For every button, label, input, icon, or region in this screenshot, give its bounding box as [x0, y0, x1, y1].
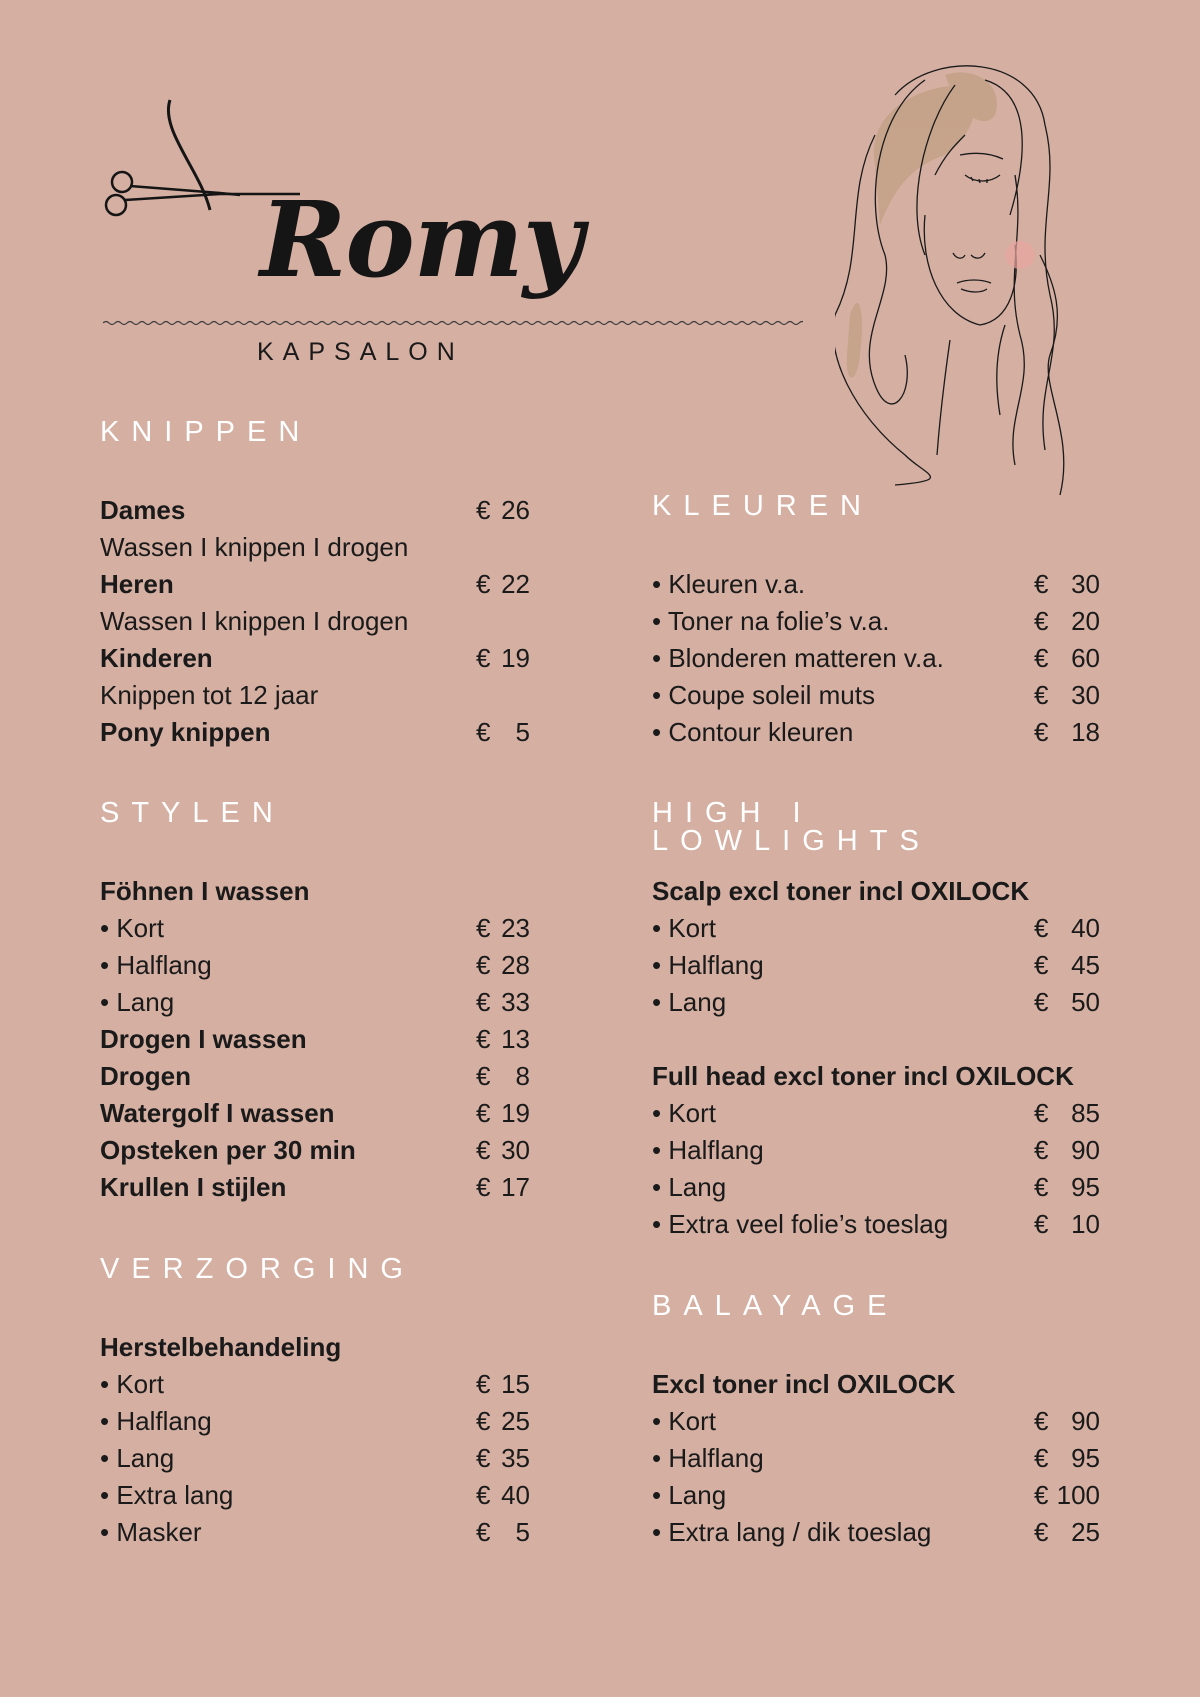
- price-amount: 45: [1071, 950, 1100, 980]
- section-stylen: [100, 799, 530, 1206]
- service-price: [476, 1061, 530, 1092]
- price-amount: 25: [501, 1406, 530, 1436]
- price-row: [652, 1440, 1100, 1477]
- service-label: Heren: [100, 569, 174, 599]
- service-price: [476, 569, 530, 600]
- service-label: • Masker: [100, 1517, 476, 1548]
- section-kleuren: [652, 492, 1100, 751]
- currency-symbol: €: [1034, 1480, 1049, 1510]
- service-price: [1034, 1406, 1100, 1437]
- service-price: [476, 950, 530, 981]
- price-row: [100, 1514, 530, 1551]
- price-row: [100, 1169, 530, 1206]
- service-price: [476, 987, 530, 1018]
- service-price: [476, 1480, 530, 1511]
- price-row: [100, 603, 530, 640]
- price-row: [652, 714, 1100, 751]
- price-rows: [100, 873, 530, 1206]
- service-label: • Halflang: [652, 1135, 1034, 1166]
- price-row: [652, 1403, 1100, 1440]
- currency-symbol: €: [1034, 606, 1049, 636]
- brand-name: Romy: [260, 178, 583, 301]
- service-label: • Lang: [652, 1480, 1034, 1511]
- service-label: • Coupe soleil muts: [652, 680, 1034, 711]
- service-price: [1034, 717, 1100, 748]
- currency-symbol: €: [476, 1406, 491, 1436]
- price-amount: 85: [1071, 1098, 1100, 1128]
- price-row: [652, 566, 1100, 603]
- currency-symbol: €: [476, 569, 491, 599]
- service-label: Drogen: [100, 1061, 191, 1091]
- service-price: [1034, 680, 1100, 711]
- service-label: Knippen tot 12 jaar: [100, 680, 319, 710]
- price-row: [652, 873, 1100, 910]
- price-amount: 10: [1071, 1209, 1100, 1239]
- currency-symbol: €: [1034, 569, 1049, 599]
- currency-symbol: €: [1034, 987, 1049, 1017]
- price-amount: 30: [501, 1135, 530, 1165]
- service-price: [1034, 987, 1100, 1018]
- price-amount: 100: [1056, 1480, 1100, 1510]
- price-amount: 5: [515, 1517, 530, 1547]
- price-row: [652, 1514, 1100, 1551]
- price-row: [100, 714, 530, 751]
- section-title: HIGH I LOWLIGHTS: [652, 797, 931, 857]
- currency-symbol: €: [476, 1135, 491, 1165]
- service-label: • Blonderen matteren v.a.: [652, 643, 1034, 674]
- price-row: [100, 677, 530, 714]
- currency-symbol: €: [476, 643, 491, 673]
- price-amount: 19: [501, 643, 530, 673]
- wavy-divider: [103, 318, 803, 328]
- price-row: [652, 603, 1100, 640]
- currency-symbol: €: [1034, 1135, 1049, 1165]
- currency-symbol: €: [476, 987, 491, 1017]
- service-price: [476, 1098, 530, 1129]
- price-amount: 20: [1071, 606, 1100, 636]
- price-amount: 30: [1071, 680, 1100, 710]
- currency-symbol: €: [1034, 950, 1049, 980]
- service-price: [1034, 1209, 1100, 1240]
- brand-subtitle: KAPSALON: [257, 338, 464, 366]
- price-row: [652, 910, 1100, 947]
- service-price: [1034, 643, 1100, 674]
- service-price: [476, 1406, 530, 1437]
- service-label: Full head excl toner incl OXILOCK: [652, 1061, 1074, 1091]
- price-row: [100, 947, 530, 984]
- currency-symbol: €: [476, 913, 491, 943]
- service-label: • Lang: [100, 1443, 476, 1474]
- price-amount: 22: [501, 569, 530, 599]
- service-label: • Kort: [652, 1406, 1034, 1437]
- service-label: • Extra lang: [100, 1480, 476, 1511]
- service-price: [1034, 1517, 1100, 1548]
- service-price: [476, 1135, 530, 1166]
- price-amount: 60: [1071, 643, 1100, 673]
- service-price: [1034, 1098, 1100, 1129]
- currency-symbol: €: [1034, 717, 1049, 747]
- price-row: [652, 947, 1100, 984]
- price-row: [100, 1021, 530, 1058]
- price-row: [100, 1366, 530, 1403]
- service-label: • Kleuren v.a.: [652, 569, 1034, 600]
- service-label: • Halflang: [100, 1406, 476, 1437]
- section-title: BALAYAGE: [652, 1290, 899, 1322]
- service-label: • Toner na folie’s v.a.: [652, 606, 1034, 637]
- currency-symbol: €: [1034, 680, 1049, 710]
- service-price: [476, 1172, 530, 1203]
- price-row: [100, 1132, 530, 1169]
- price-rows: [652, 1366, 1100, 1551]
- service-label: • Halflang: [652, 1443, 1034, 1474]
- price-amount: 17: [501, 1172, 530, 1202]
- price-amount: 90: [1071, 1406, 1100, 1436]
- price-amount: 23: [501, 913, 530, 943]
- price-amount: 18: [1071, 717, 1100, 747]
- section-highlights: [652, 799, 1100, 1243]
- price-amount: 40: [1071, 913, 1100, 943]
- price-amount: 40: [501, 1480, 530, 1510]
- service-price: [1034, 913, 1100, 944]
- service-label: Dames: [100, 495, 186, 525]
- service-price: [1034, 1135, 1100, 1166]
- service-price: [476, 1369, 530, 1400]
- price-amount: 50: [1071, 987, 1100, 1017]
- price-row: [652, 1477, 1100, 1514]
- price-amount: 13: [501, 1024, 530, 1054]
- currency-symbol: €: [1034, 643, 1049, 673]
- service-label: Föhnen I wassen: [100, 876, 310, 906]
- service-label: Opsteken per 30 min: [100, 1135, 356, 1165]
- currency-symbol: €: [1034, 1172, 1049, 1202]
- price-amount: 30: [1071, 569, 1100, 599]
- currency-symbol: €: [476, 1061, 491, 1091]
- service-label: • Lang: [652, 987, 1034, 1018]
- price-row: [100, 529, 530, 566]
- price-amount: 90: [1071, 1135, 1100, 1165]
- price-amount: 95: [1071, 1172, 1100, 1202]
- service-label: Krullen I stijlen: [100, 1172, 287, 1202]
- price-rows: [652, 566, 1100, 751]
- price-row: [100, 1403, 530, 1440]
- price-row: [652, 640, 1100, 677]
- service-price: [1034, 569, 1100, 600]
- currency-symbol: €: [476, 1443, 491, 1473]
- price-rows: [100, 492, 530, 751]
- price-row: [100, 640, 530, 677]
- service-price: [476, 1517, 530, 1548]
- service-label: Excl toner incl OXILOCK: [652, 1369, 956, 1399]
- service-label: • Halflang: [652, 950, 1034, 981]
- currency-symbol: €: [1034, 1517, 1049, 1547]
- currency-symbol: €: [1034, 1209, 1049, 1239]
- service-price: [476, 1024, 530, 1055]
- service-label: • Halflang: [100, 950, 476, 981]
- price-amount: 25: [1071, 1517, 1100, 1547]
- service-price: [1034, 1480, 1100, 1511]
- price-row: [100, 1440, 530, 1477]
- service-label: Kinderen: [100, 643, 213, 673]
- service-label: Pony knippen: [100, 717, 271, 747]
- price-amount: 8: [515, 1061, 530, 1091]
- price-amount: 33: [501, 987, 530, 1017]
- price-row: [652, 1169, 1100, 1206]
- section-verzorging: [100, 1255, 530, 1551]
- service-label: Scalp excl toner incl OXILOCK: [652, 876, 1030, 906]
- service-price: [1034, 950, 1100, 981]
- section-knippen: [100, 418, 530, 751]
- price-amount: 28: [501, 950, 530, 980]
- currency-symbol: €: [1034, 913, 1049, 943]
- price-rows: [100, 1329, 530, 1551]
- service-label: Herstelbehandeling: [100, 1332, 342, 1362]
- currency-symbol: €: [476, 717, 491, 747]
- price-row: [100, 492, 530, 529]
- currency-symbol: €: [1034, 1406, 1049, 1436]
- row-spacer: [652, 1021, 1100, 1058]
- service-label: • Kort: [100, 1369, 476, 1400]
- price-row: [100, 873, 530, 910]
- price-row: [100, 910, 530, 947]
- price-amount: 26: [501, 495, 530, 525]
- price-row: [652, 1095, 1100, 1132]
- currency-symbol: €: [476, 1098, 491, 1128]
- section-title: STYLEN: [100, 797, 285, 829]
- currency-symbol: €: [476, 950, 491, 980]
- woman-face-illustration: [835, 55, 1105, 505]
- currency-symbol: €: [476, 495, 491, 525]
- price-amount: 19: [501, 1098, 530, 1128]
- service-label: Wassen I knippen I drogen: [100, 606, 409, 636]
- price-row: [100, 1329, 530, 1366]
- price-row: [100, 1058, 530, 1095]
- price-amount: 15: [501, 1369, 530, 1399]
- service-label: • Contour kleuren: [652, 717, 1034, 748]
- section-title: KLEUREN: [652, 490, 873, 522]
- service-label: • Extra veel folie’s toeslag: [652, 1209, 1034, 1240]
- currency-symbol: €: [476, 1480, 491, 1510]
- currency-symbol: €: [1034, 1098, 1049, 1128]
- price-row: [652, 1206, 1100, 1243]
- service-label: • Kort: [652, 913, 1034, 944]
- price-amount: 5: [515, 717, 530, 747]
- price-row: [652, 1058, 1100, 1095]
- service-price: [476, 717, 530, 748]
- service-label: • Kort: [100, 913, 476, 944]
- price-row: [652, 984, 1100, 1021]
- currency-symbol: €: [476, 1172, 491, 1202]
- currency-symbol: €: [476, 1369, 491, 1399]
- price-amount: 95: [1071, 1443, 1100, 1473]
- service-label: Wassen I knippen I drogen: [100, 532, 409, 562]
- service-price: [1034, 606, 1100, 637]
- currency-symbol: €: [1034, 1443, 1049, 1473]
- currency-symbol: €: [476, 1517, 491, 1547]
- price-row: [100, 984, 530, 1021]
- section-title: VERZORGING: [100, 1253, 415, 1285]
- price-row: [652, 1132, 1100, 1169]
- section-balayage: [652, 1292, 1100, 1551]
- service-price: [476, 1443, 530, 1474]
- brand-logo: [100, 90, 583, 366]
- service-label: Watergolf I wassen: [100, 1098, 335, 1128]
- service-price: [476, 913, 530, 944]
- price-row: [652, 1366, 1100, 1403]
- price-row: [100, 1095, 530, 1132]
- service-label: • Lang: [652, 1172, 1034, 1203]
- price-row: [652, 677, 1100, 714]
- service-label: • Extra lang / dik toeslag: [652, 1517, 1034, 1548]
- price-row: [100, 1477, 530, 1514]
- service-price: [476, 643, 530, 674]
- service-price: [476, 495, 530, 526]
- price-row: [100, 566, 530, 603]
- service-label: • Lang: [100, 987, 476, 1018]
- price-amount: 35: [501, 1443, 530, 1473]
- service-label: • Kort: [652, 1098, 1034, 1129]
- service-label: Drogen I wassen: [100, 1024, 307, 1054]
- currency-symbol: €: [476, 1024, 491, 1054]
- price-rows: [652, 873, 1100, 1243]
- service-price: [1034, 1443, 1100, 1474]
- section-title: KNIPPEN: [100, 416, 312, 448]
- service-price: [1034, 1172, 1100, 1203]
